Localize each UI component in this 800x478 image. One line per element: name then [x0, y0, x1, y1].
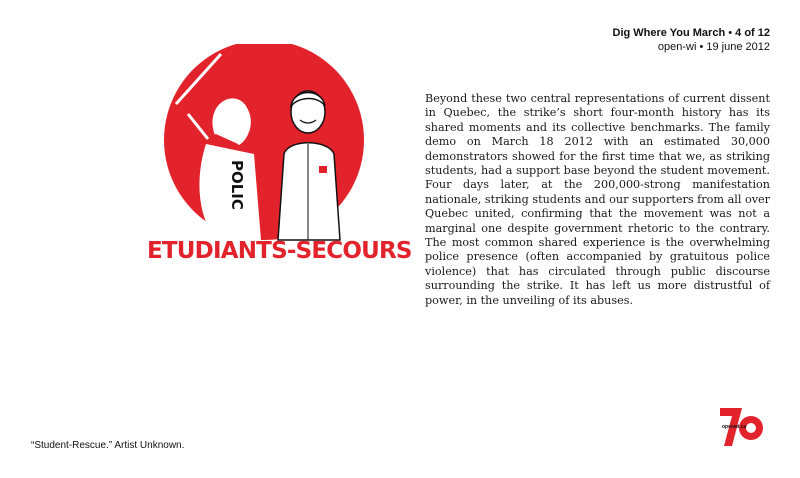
series-title: Dig Where You March: [612, 27, 726, 39]
source-label: open-wi: [657, 41, 697, 53]
figure-caption: “Student-Rescue.” Artist Unknown.: [31, 440, 185, 451]
poster-title: ETUDIANTS-SECOURS: [147, 238, 412, 264]
student-rescue-poster: [136, 44, 412, 274]
page-label: 4 of 12: [735, 27, 770, 39]
page-header: [613, 26, 771, 54]
logo-text: openwi.ca: [722, 424, 747, 430]
header-line-1: Dig Where You March • 4 of 12: [612, 27, 770, 39]
helmet-text: POLIC: [228, 160, 246, 210]
date-label: 19 june 2012: [706, 41, 770, 53]
article-paragraph: Beyond these two central representations of current dissent in Quebec, the strike’s short four-month history has its shared moments and its collective benchmarks. The family demo on March 18 2012 with an estimated 30,000 demonstrators showed for the first time that we, as striking students, had a support base beyond the student movement. Four days later, at the 200,000-strong manifestation nationale, striking students and our supporters from all over Quebec united, confirming that the movement was not a marginal one despite government rhetoric to the contrary. The most common shared experience is the overwhelming police presence (often accompanied by gratuitous police violence) that has circulated through public discourse surrounding the strike. It has left us more distrustful of power, in the unveiling of its abuses.: [425, 92, 770, 307]
header-line-2: open-wi • 19 june 2012: [657, 41, 770, 53]
